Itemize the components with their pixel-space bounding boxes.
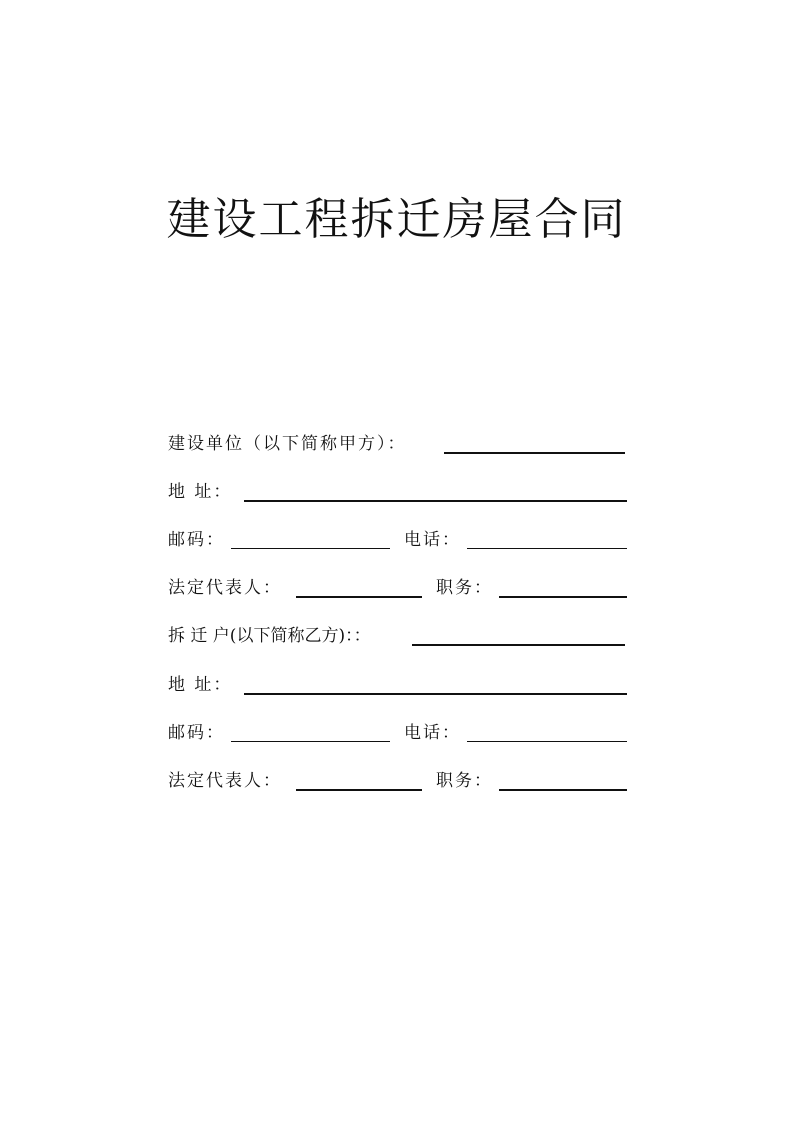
party-b-phone-blank[interactable] [467, 741, 627, 742]
party-a-rep-label: 法定代表人： [168, 578, 282, 598]
party-b-address-blank[interactable] [244, 693, 627, 695]
party-b-position-blank[interactable] [499, 789, 627, 791]
document-title: 建设工程拆迁房屋合同 [166, 194, 627, 245]
party-a-unit-blank[interactable] [444, 452, 625, 454]
party-a-postcode-label: 邮码： [168, 530, 225, 550]
party-b-address-label: 地 址： [168, 675, 233, 695]
party-b-postcode-blank[interactable] [231, 741, 390, 742]
party-a-phone-blank[interactable] [467, 548, 627, 549]
party-a-unit-label: 建设单位（以下简称甲方）： [168, 434, 407, 454]
party-a-address-blank[interactable] [244, 500, 627, 502]
party-b-unit-label: 拆 迁 户(以下简称乙方)：： [168, 626, 371, 646]
party-b-rep-blank[interactable] [296, 789, 422, 791]
party-a-address-label: 地 址： [168, 482, 233, 502]
party-b-phone-label: 电话： [404, 723, 461, 743]
party-a-postcode-blank[interactable] [231, 548, 390, 549]
party-a-position-label: 职务： [436, 578, 493, 598]
party-b-rep-label: 法定代表人： [168, 771, 282, 791]
party-a-position-blank[interactable] [499, 596, 627, 598]
party-b-position-label: 职务： [436, 771, 493, 791]
party-b-postcode-label: 邮码： [168, 723, 225, 743]
party-a-phone-label: 电话： [404, 530, 461, 550]
party-b-unit-blank[interactable] [412, 644, 625, 646]
party-a-rep-blank[interactable] [296, 596, 422, 598]
